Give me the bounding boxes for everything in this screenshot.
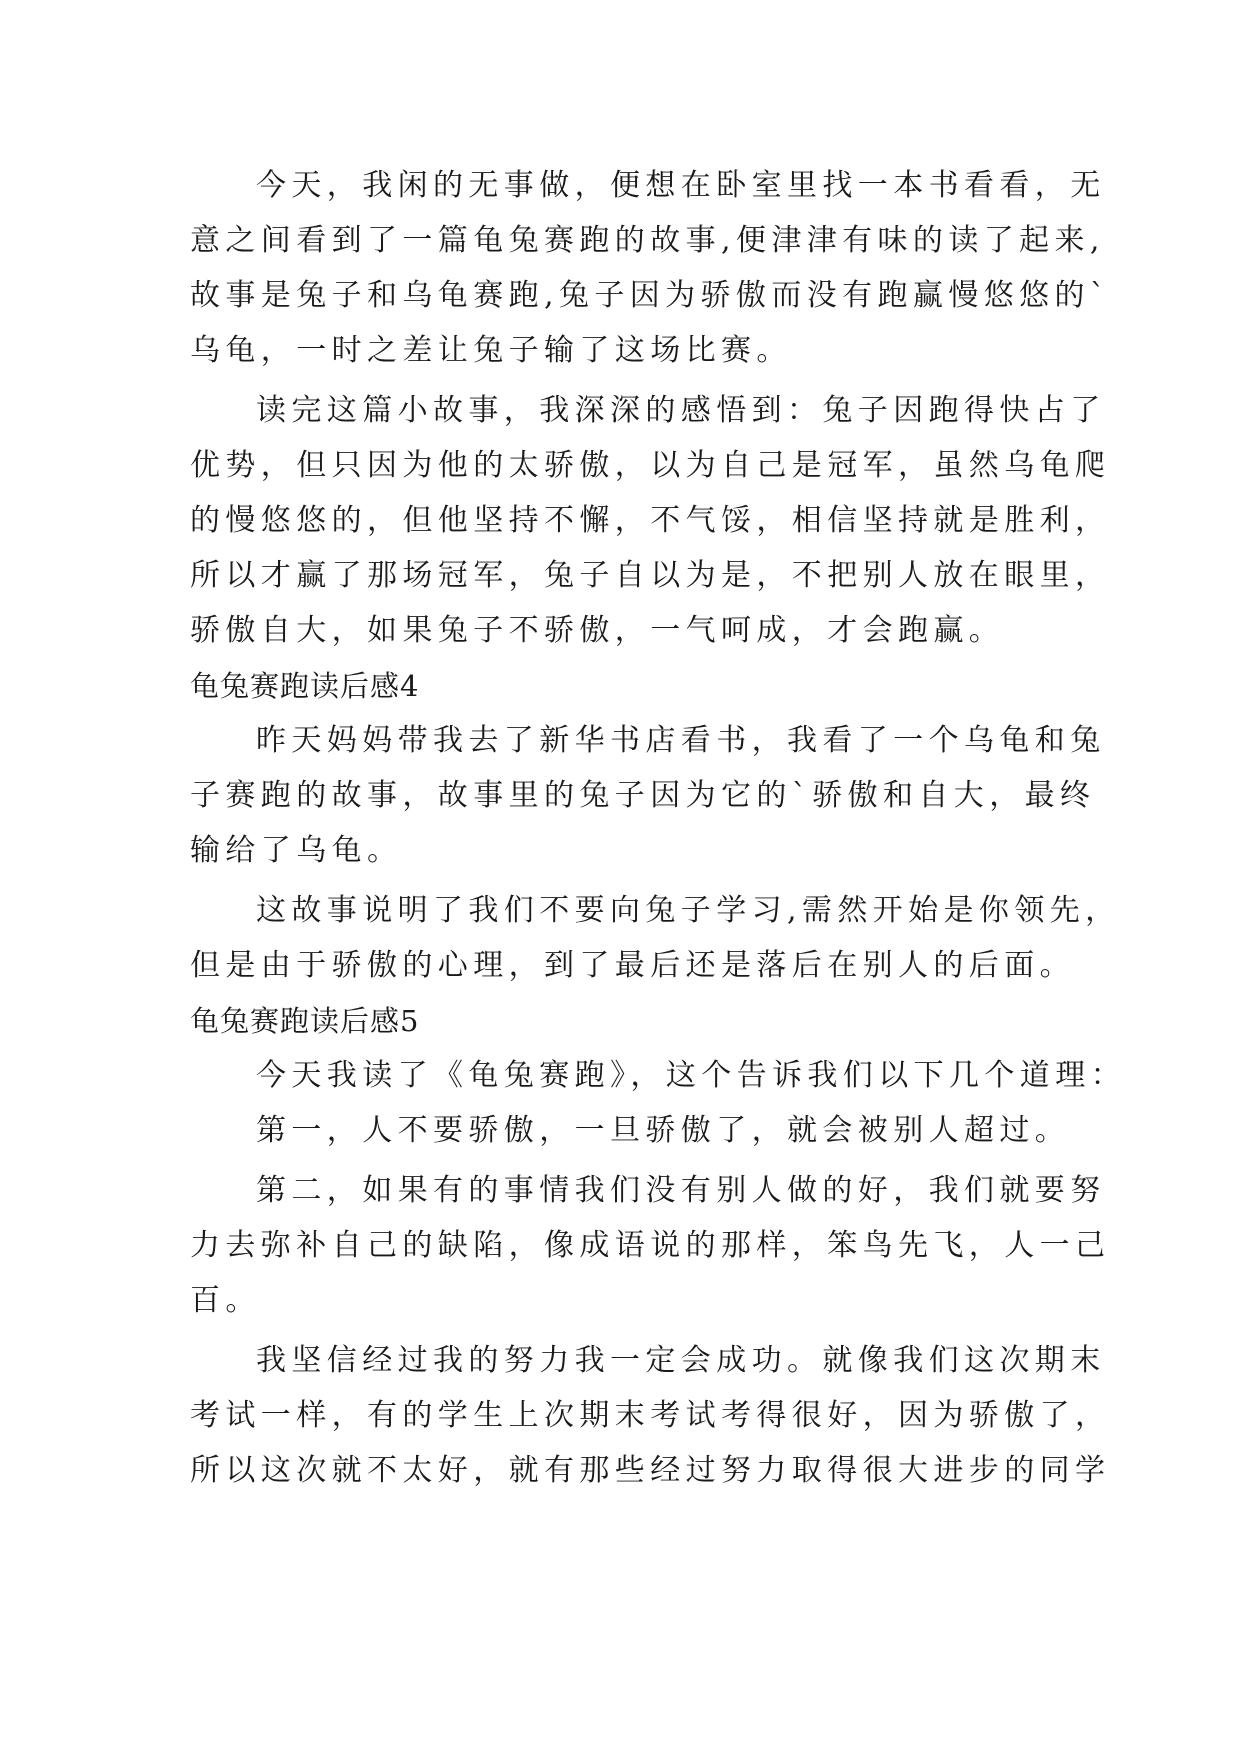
- text-line: 所以才赢了那场冠军，兔子自以为是，不把别人放在眼里，: [190, 558, 1111, 593]
- text-line: 这故事说明了我们不要向兔子学习,需然开始是你领先，: [256, 893, 1121, 928]
- text-line: 的慢悠悠的，但他坚持不懈，不气馁，相信坚持就是胜利，: [190, 503, 1111, 538]
- text-line: 百。: [190, 1283, 261, 1318]
- section-heading: 龟兔赛跑读后感5: [190, 1004, 420, 1038]
- text-line: 昨天妈妈带我去了新华书店看书，我看了一个乌龟和兔: [256, 723, 1106, 758]
- text-line: 子赛跑的故事，故事里的兔子因为它的`骄傲和自大，最终: [190, 778, 1096, 813]
- text-line: 读完这篇小故事，我深深的感悟到：兔子因跑得快占了: [256, 393, 1106, 428]
- text-line: 今天我读了《龟兔赛跑》，这个告诉我们以下几个道理：: [256, 1058, 1126, 1093]
- text-line: 乌龟，一时之差让兔子输了这场比赛。: [190, 333, 792, 368]
- section-heading: 龟兔赛跑读后感4: [190, 669, 420, 703]
- text-line: 骄傲自大，如果兔子不骄傲，一气呵成，才会跑赢。: [190, 613, 1005, 648]
- text-line: 但是由于骄傲的心理，到了最后还是落后在别人的后面。: [190, 948, 1075, 983]
- text-line: 优势，但只因为他的太骄傲，以为自己是冠军，虽然乌龟爬: [190, 448, 1111, 483]
- text-line: 考试一样，有的学生上次期末考试考得很好，因为骄傲了，: [190, 1398, 1111, 1433]
- text-line: 意之间看到了一篇龟兔赛跑的故事,便津津有味的读了起来,: [190, 223, 1105, 258]
- text-line: 第一，人不要骄傲，一旦骄傲了，就会被别人超过。: [256, 1113, 1071, 1148]
- text-line: 所以这次就不太好，就有那些经过努力取得很大进步的同学: [190, 1453, 1111, 1488]
- text-line: 我坚信经过我的努力我一定会成功。就像我们这次期末: [256, 1343, 1106, 1378]
- text-line: 故事是兔子和乌龟赛跑,兔子因为骄傲而没有跑赢慢悠悠的`: [190, 278, 1111, 313]
- text-line: 输给了乌龟。: [190, 833, 403, 868]
- text-line: 力去弥补自己的缺陷，像成语说的那样，笨鸟先飞，人一己: [190, 1228, 1111, 1263]
- text-line: 第二，如果有的事情我们没有别人做的好，我们就要努: [256, 1173, 1106, 1208]
- text-line: 今天，我闲的无事做，便想在卧室里找一本书看看，无: [256, 168, 1106, 203]
